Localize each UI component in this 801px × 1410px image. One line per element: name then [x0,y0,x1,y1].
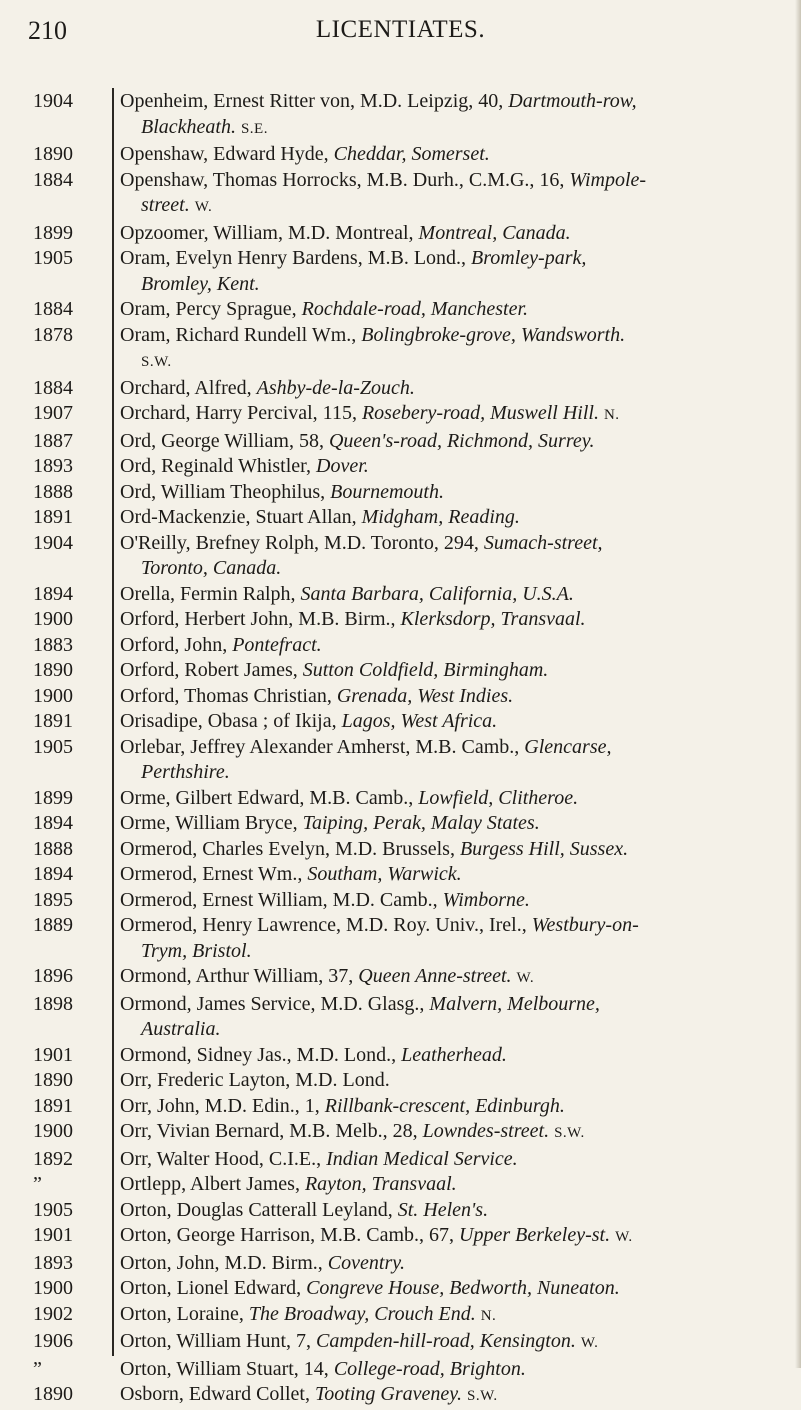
name-text: Orton, William Stuart, 14, [120,1357,334,1380]
list-item [0,1382,801,1410]
year: 1891 [33,1094,73,1117]
entry-text [120,168,790,194]
address-text: Dover. [316,455,369,477]
list-item [0,376,801,402]
list-item [0,837,801,863]
year: 1905 [33,247,73,269]
name-text: Ormerod, Ernest Wm., [120,863,308,885]
year: 1878 [33,323,73,346]
year: 1887 [33,429,73,452]
entry-text [120,786,790,812]
year: 1890 [33,1069,73,1091]
year: 1895 [33,888,73,911]
list-item [0,221,801,247]
entry-text [120,1251,790,1277]
list-item [0,454,801,480]
entry-text [120,429,790,455]
address-text: Upper Berkeley-st. [459,1224,611,1246]
entry-text [120,992,790,1018]
name-text: Orr, Walter Hood, C.I.E., [120,1147,327,1170]
entry-text [120,1357,790,1383]
year: 1907 [33,402,73,424]
list-item [0,323,801,376]
list-item [0,1251,801,1277]
entry-text [120,684,790,710]
entry-text [120,376,790,402]
list-item [0,142,801,168]
list-item [0,1276,801,1302]
entry-text [120,964,790,992]
list-item [0,429,801,455]
address-text: Midgham, Reading. [361,506,520,528]
address-text: Queen's-road, Richmond, Surrey. [328,429,595,452]
name-text: Oram, Evelyn Henry Bardens, M.B. Lond., [120,247,472,269]
name-text: Openshaw, Edward Hyde, [120,143,334,165]
entry-text [120,888,790,914]
year: 1900 [33,684,73,707]
year: 1898 [33,992,73,1015]
district-code: S.W. [141,354,172,370]
name-text: Orford, Thomas Christian, [120,684,337,707]
name-text: Orr, Vivian Bernard, M.B. Melb., 28, [120,1120,423,1142]
list-item [0,297,801,323]
entry-text [120,1147,790,1173]
list-item [0,1068,801,1094]
district-code: W. [615,1229,633,1245]
name-text: Orton, Lionel Edward, [120,1277,307,1299]
name-text: Ord-Mackenzie, Stuart Allan, [120,506,362,528]
address-text: Wimpole- [569,168,647,191]
address-text: Tooting Graveney. [314,1383,463,1405]
name-text: Ormond, James Service, M.D. Glasg., [120,992,430,1015]
running-head: LICENTIATES. [315,16,486,43]
entry-text [120,1382,790,1410]
year: 1904 [33,531,73,554]
name-text: Orton, George Harrison, M.B. Camb., 67, [120,1224,460,1246]
name-text: Ormond, Sidney Jas., M.D. Lond., [120,1043,402,1066]
district-code: N. [603,407,620,423]
address-text: Blackheath. [141,115,236,138]
page-edge [795,0,801,1368]
address-text: Leatherhead. [401,1043,507,1066]
address-text: Burgess Hill, Sussex. [459,837,629,860]
entry-text [120,1276,790,1302]
entry-text [120,913,790,939]
name-text: Ord, George William, 58, [120,429,329,452]
name-text: Orchard, Alfred, [120,376,257,399]
year: 1906 [33,1330,73,1352]
list-item [0,1223,801,1251]
district-code: N. [480,1307,497,1324]
address-text: The Broadway, Crouch End. [248,1302,476,1325]
district-code: S.W. [554,1125,585,1141]
entry-continuation [120,348,801,376]
year: 1883 [33,633,73,656]
list-item [0,582,801,608]
entry-continuation [120,193,801,221]
list-item [0,1198,801,1224]
name-text: Ord, Reginald Whistler, [120,455,317,477]
name-text: Orton, John, M.D. Birm., [120,1251,328,1274]
name-text: Orford, John, [120,633,233,656]
year: 1901 [33,1043,73,1066]
address-text: Malvern, Melbourne, [429,992,600,1015]
name-text: Orr, John, M.D. Edin., 1, [120,1094,325,1117]
entry-text [120,1094,790,1120]
entry-text [120,1223,790,1251]
list-item [0,1172,801,1198]
address-text: Bromley-park, [471,247,587,269]
name-text: Ormerod, Henry Lawrence, M.D. Roy. Univ., Irel., [120,914,532,936]
year: 1894 [33,582,73,605]
list-item [0,246,801,297]
entry-continuation [120,272,801,298]
year: 1893 [33,1251,73,1274]
entry-text [120,582,790,608]
address-text: Bournemouth. [330,480,444,503]
year: 1892 [33,1147,73,1170]
list-item [0,1329,801,1357]
address-text: Santa Barbara, California, U.S.A. [300,582,574,605]
entry-text [120,633,790,659]
address-text: Campden-hill-road, Kensington. [316,1330,576,1352]
list-item [0,888,801,914]
name-text: Ord, William Theophilus, [120,480,331,503]
entry-text [120,89,790,115]
year: 1890 [33,1383,73,1405]
year: 1894 [33,812,73,834]
address-text: Lowfield, Clitheroe. [418,786,579,809]
name-text: Orlebar, Jeffrey Alexander Amherst, M.B. Camb., [120,735,525,758]
address-text: Congreve House, Bedworth, Nuneaton. [306,1277,620,1299]
name-text: Orton, Loraine, [120,1302,249,1325]
list-item [0,811,801,837]
name-text: O'Reilly, Brefney Rolph, M.D. Toronto, 294, [120,531,484,554]
address-text: Montreal, Canada. [418,221,571,244]
list-item [0,168,801,221]
list-item [0,401,801,429]
list-item [0,633,801,659]
name-text: Orford, Robert James, [120,659,303,681]
entry-continuation [120,1017,801,1043]
entry-text [120,735,790,761]
address-text: Rayton, Transvaal. [304,1173,457,1195]
address-text: Coventry. [327,1251,406,1274]
name-text: Ormond, Arthur William, 37, [120,965,359,987]
list-item [0,964,801,992]
entry-text [120,1302,790,1330]
address-text: Southam, Warwick. [307,863,462,885]
entry-text [120,658,790,684]
list-item [0,505,801,531]
list-item [0,531,801,582]
year: 1900 [33,1120,73,1142]
entry-text [120,401,790,429]
entry-text [120,1172,790,1198]
entry-text [120,1198,790,1224]
address-text: Bolingbroke-grove, Wandsworth. [361,323,626,346]
name-text: Openshaw, Thomas Horrocks, M.B. Durh., C.M.G., 16, [120,168,570,191]
name-text: Orme, William Bryce, [120,812,303,834]
list-item [0,862,801,888]
year: 1891 [33,710,73,732]
address-text: Grenada, West Indies. [336,684,514,707]
address-text: Klerksdorp, Transvaal. [400,608,586,630]
year: 1900 [33,1277,73,1299]
list-item [0,607,801,633]
district-code: W. [516,970,535,986]
address-text: Perthshire. [141,761,230,783]
entry-text [120,1068,790,1094]
list-item [0,1302,801,1330]
entry-text [120,811,790,837]
address-text: Cheddar, Somerset. [333,143,490,165]
entry-text [120,837,790,863]
entry-text [120,323,790,349]
entry-text [120,1119,790,1147]
year: 1891 [33,506,73,528]
name-text: Ormerod, Charles Evelyn, M.D. Brussels, [120,837,460,860]
list-item [0,913,801,964]
page-number: 210 [28,16,67,45]
entry-text [120,297,790,323]
address-text: St. Helen's. [397,1198,489,1221]
address-text: Toronto, Canada. [141,557,282,579]
district-code: S.W. [467,1388,498,1404]
entry-text [120,221,790,247]
address-text: Sutton Coldfield, Birmingham. [302,659,549,681]
address-text: Rochdale-road, Manchester. [301,298,529,320]
entry-text [120,1329,790,1357]
year: 1890 [33,143,73,165]
list-item [0,89,801,142]
address-text: Glencarse, [524,735,612,758]
address-text: Westbury-on- [531,914,639,936]
address-text: Ashby-de-la-Zouch. [256,376,415,399]
address-text: Lowndes-street. [422,1120,550,1142]
year: 1894 [33,863,73,885]
address-text: Indian Medical Service. [326,1147,518,1170]
entry-text [120,246,790,272]
year: 1904 [33,90,73,112]
name-text: Orton, Douglas Catterall Leyland, [120,1198,398,1221]
year: 1888 [33,480,73,503]
list-item [0,480,801,506]
name-text: Opzoomer, William, M.D. Montreal, [120,221,419,244]
address-text: Pontefract. [232,633,322,656]
list-item [0,992,801,1043]
name-text: Oram, Richard Rundell Wm., [120,323,362,346]
name-text: Orton, William Hunt, 7, [120,1330,317,1352]
list-item [0,709,801,735]
district-code: W. [194,199,213,215]
address-text: Rillbank-crescent, Edinburgh. [324,1094,565,1117]
year: 1905 [33,735,73,758]
address-text: Wimborne. [442,888,530,911]
year: 1884 [33,168,73,191]
entry-text [120,454,790,480]
name-text: Orella, Fermin Ralph, [120,582,301,605]
name-text: Orme, Gilbert Edward, M.B. Camb., [120,786,419,809]
entry-continuation [120,556,801,582]
year: ” [33,1357,42,1380]
name-text: Osborn, Edward Collet, [120,1383,315,1405]
name-text: Openheim, Ernest Ritter von, M.D. Leipzig, 40, [120,90,509,112]
address-text: Sumach-street, [483,531,603,554]
year: 1899 [33,221,73,244]
entry-text [120,480,790,506]
year: 1899 [33,786,73,809]
entry-continuation [120,760,801,786]
address-text: Trym, Bristol. [141,939,252,962]
name-text: Orford, Herbert John, M.B. Birm., [120,608,401,630]
entry-text [120,607,790,633]
list-item [0,1147,801,1173]
address-text: Taiping, Perak, Malay States. [302,812,540,834]
entry-text [120,1043,790,1069]
entry-continuation [120,115,801,143]
entry-text [120,505,790,531]
year: 1884 [33,298,73,320]
address-text: Lagos, West Africa. [341,710,498,732]
name-text: Ormerod, Ernest William, M.D. Camb., [120,888,443,911]
list-item [0,1119,801,1147]
year: 1893 [33,455,73,477]
year: ” [33,1173,42,1195]
address-text: Queen Anne-street. [358,965,512,987]
address-text: Dartmouth-row, [508,90,637,112]
year: 1888 [33,837,73,860]
address-text: Rosebery-road, Muswell Hill. [361,402,599,424]
list-item [0,1094,801,1120]
entries-list [0,89,801,1410]
list-item [0,1357,801,1383]
list-item [0,786,801,812]
list-item [0,684,801,710]
entry-text [120,142,790,168]
year: 1901 [33,1224,73,1246]
name-text: Oram, Percy Sprague, [120,298,302,320]
year: 1900 [33,608,73,630]
entry-text [120,862,790,888]
address-text: street. [141,194,190,216]
district-code: S.E. [240,120,268,137]
list-item [0,658,801,684]
year: 1884 [33,376,73,399]
year: 1902 [33,1302,73,1325]
year: 1905 [33,1198,73,1221]
address-text: Bromley, Kent. [141,272,260,295]
list-item [0,735,801,786]
year: 1890 [33,659,73,681]
name-text: Orisadipe, Obasa ; of Ikija, [120,710,342,732]
district-code: W. [580,1335,599,1351]
entry-continuation [120,939,801,965]
year: 1889 [33,914,73,936]
entry-text [120,709,790,735]
entry-text [120,531,790,557]
name-text: Orchard, Harry Percival, 115, [120,402,362,424]
name-text: Ortlepp, Albert James, [120,1173,305,1195]
name-text: Orr, Frederic Layton, M.D. Lond. [120,1069,390,1091]
list-item [0,1043,801,1069]
year: 1896 [33,965,73,987]
address-text: Australia. [141,1018,221,1040]
address-text: College-road, Brighton. [333,1357,526,1380]
